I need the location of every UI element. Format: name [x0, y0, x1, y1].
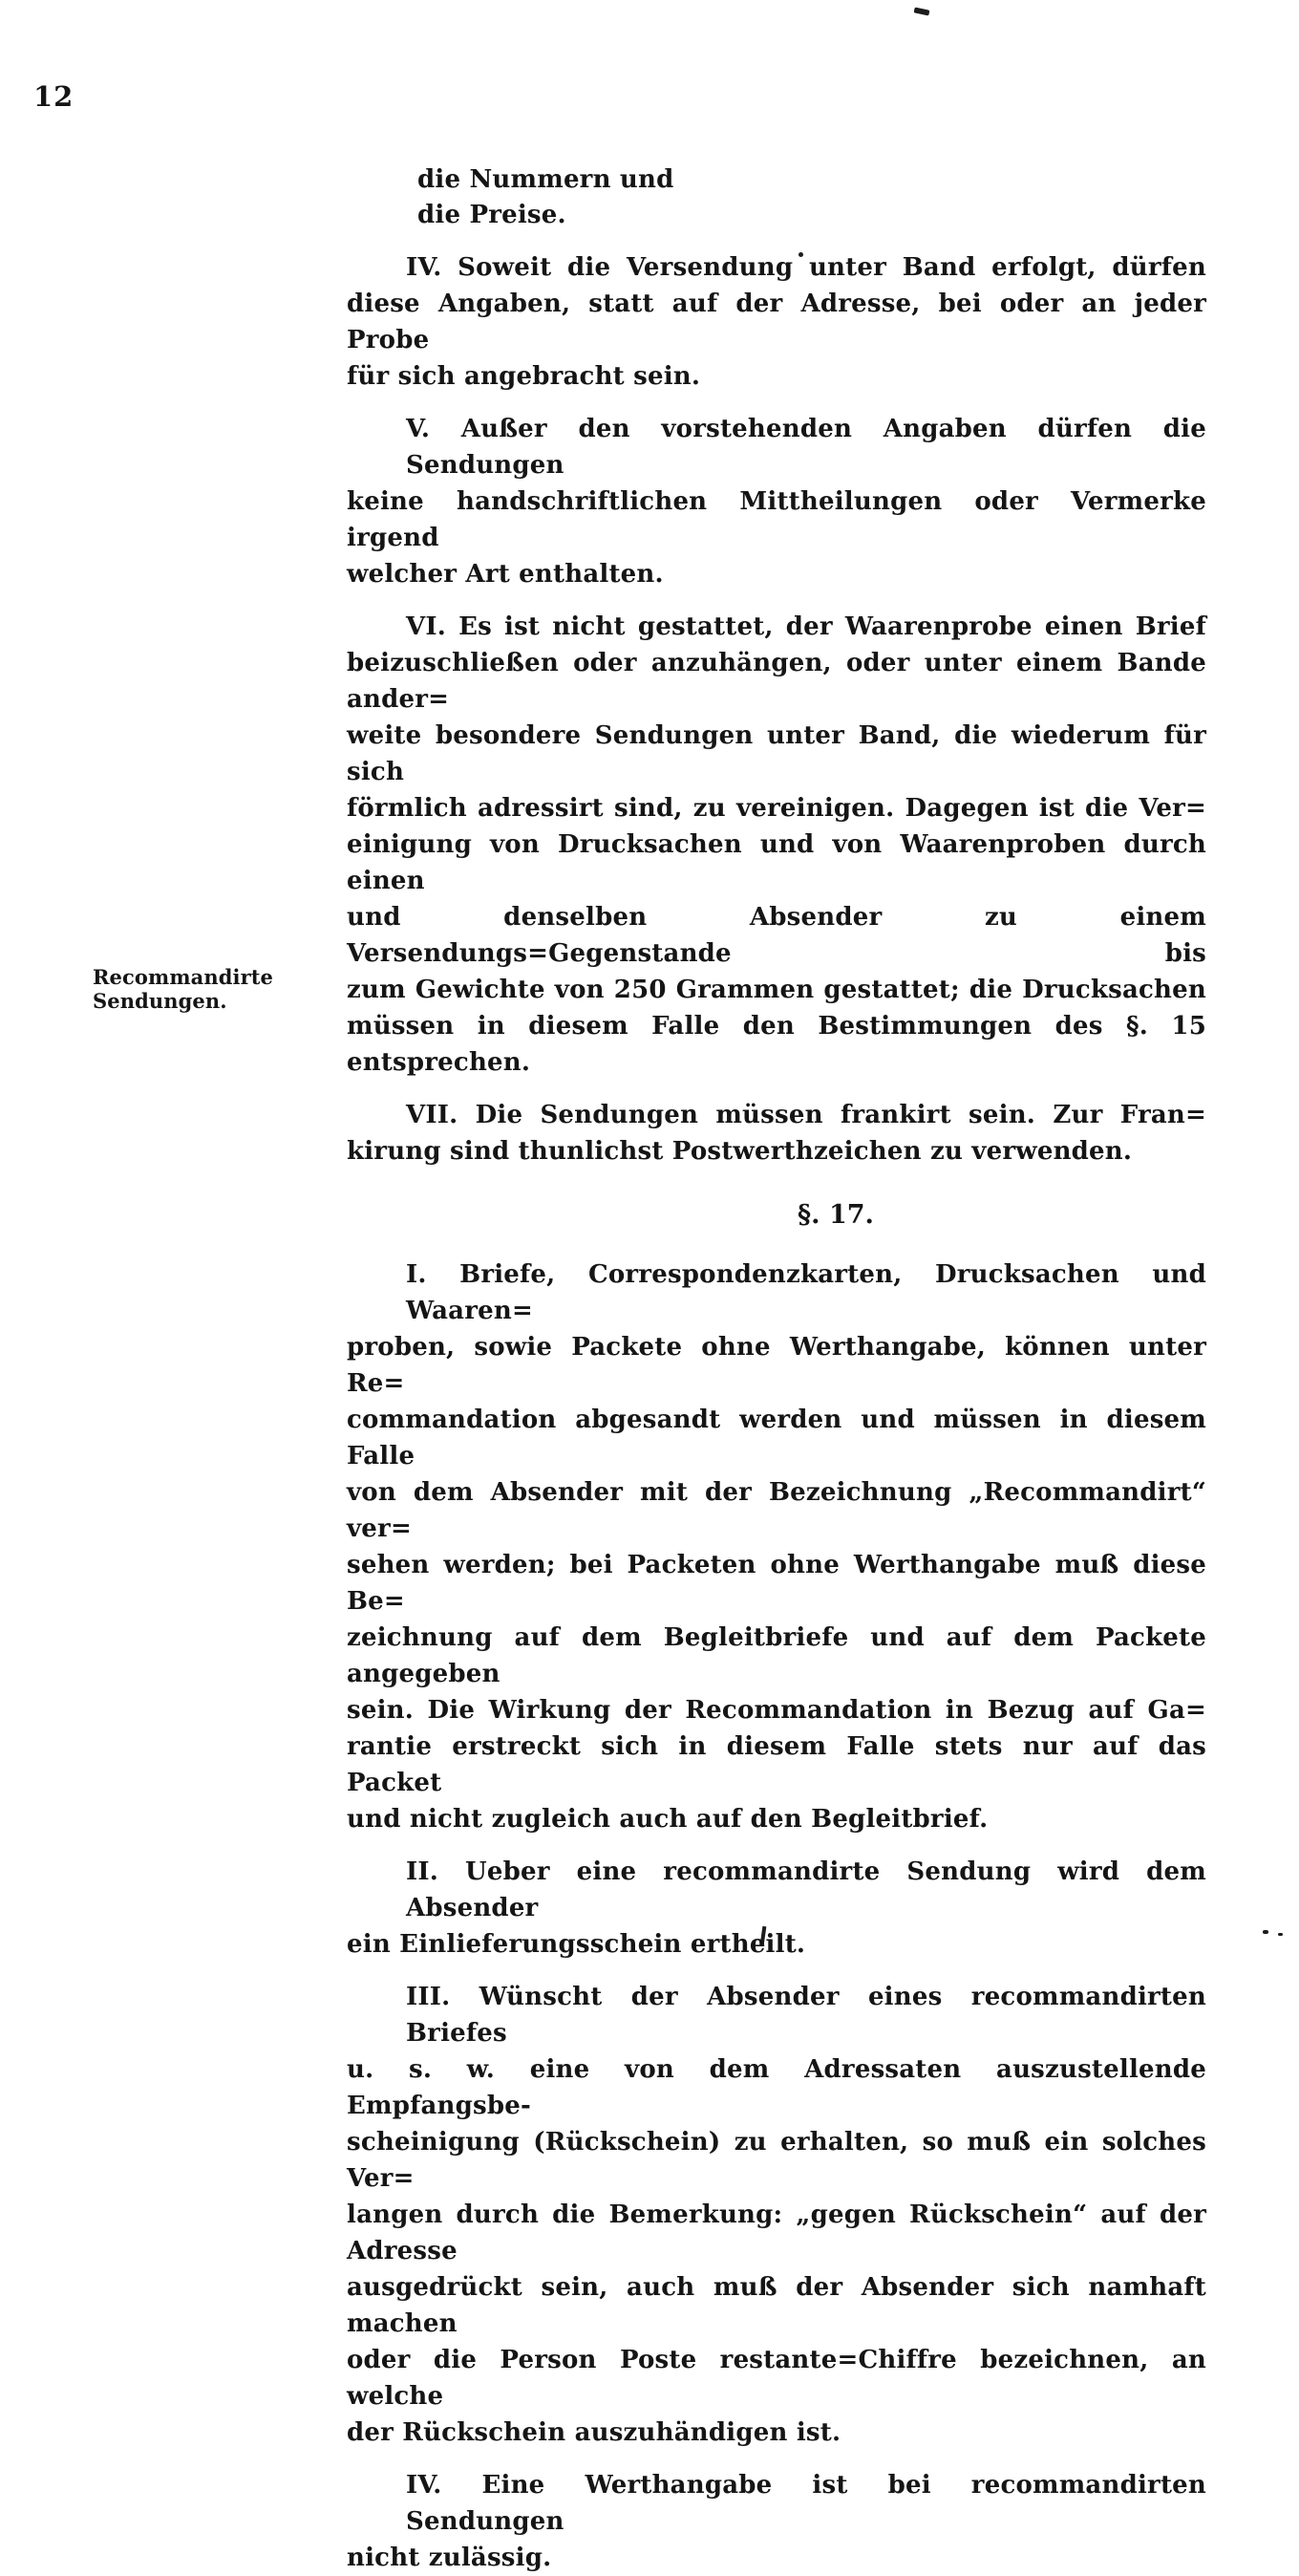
- text-line: kirung sind thunlichst Postwerthzeichen zu verwenden.: [347, 1137, 1133, 1166]
- paragraph-s16-v: [347, 411, 1206, 592]
- text-line: ein Einlieferungsschein ertheilt.: [347, 1930, 806, 1959]
- text-line: der Rückschein auszuhändigen ist.: [347, 2418, 841, 2447]
- text-line: IV. Soweit die Versendung unter Band erfolgt, dürfen: [406, 253, 1206, 282]
- text-line: die Nummern und: [417, 165, 674, 194]
- paragraph-s16-vi: [347, 609, 1206, 1081]
- text-line: sein. Die Wirkung der Recommandation in Bezug auf Ga=: [347, 1696, 1206, 1725]
- text-line: VI. Es ist nicht gestattet, der Waarenprobe einen Brief: [406, 612, 1206, 641]
- paragraph-s17-iii: [347, 1979, 1206, 2451]
- text-line: VII. Die Sendungen müssen frankirt sein. Zur Fran=: [406, 1101, 1206, 1129]
- text-line: commandation abgesandt werden und müssen in diesem Falle: [347, 1406, 1206, 1470]
- paragraph-s16-vii: [347, 1097, 1206, 1170]
- text-line: einigung von Drucksachen und von Waarenproben durch einen: [347, 830, 1206, 895]
- text-line: und nicht zugleich auch auf den Begleitbrief.: [347, 1805, 989, 1834]
- text-line: sehen werden; bei Packeten ohne Werthangabe muß diese Be=: [347, 1551, 1206, 1616]
- text-line: V. Außer den vorstehenden Angaben dürfen die Sendungen: [406, 415, 1206, 480]
- text-line: welcher Art enthalten.: [347, 560, 664, 589]
- text-line: die Preise.: [417, 201, 566, 229]
- text-line: diese Angaben, statt auf der Adresse, bei oder an jeder Probe: [347, 290, 1206, 354]
- text-line: III. Wünscht der Absender eines recommandirten Briefes: [406, 1983, 1206, 2048]
- text-line: weite besondere Sendungen unter Band, die wiederum für sich: [347, 721, 1206, 786]
- text-line: zeichnung auf dem Begleitbriefe und auf dem Packete angegeben: [347, 1623, 1206, 1688]
- paragraph-s16-iv: [347, 249, 1206, 395]
- text-line: I. Briefe, Correspondenzkarten, Drucksachen und Waaren=: [406, 1260, 1206, 1325]
- scan-artifact: [914, 7, 930, 15]
- text-line: förmlich adressirt sind, zu vereinigen. Dagegen ist die Ver=: [347, 794, 1206, 823]
- text-line: für sich angebracht sein.: [347, 362, 701, 391]
- text-line: müssen in diesem Falle den Bestimmungen des §. 15 entsprechen.: [347, 1012, 1206, 1077]
- text-line: und denselben Absender zu einem Versendungs=Gegenstande bis: [347, 903, 1206, 968]
- text-line: rantie erstreckt sich in diesem Falle stets nur auf das Packet: [347, 1732, 1206, 1797]
- text-line: ausgedrückt sein, auch muß der Absender sich namhaft machen: [347, 2273, 1206, 2338]
- text-line: oder die Person Poste restante=Chiffre bezeichnen, an welche: [347, 2346, 1206, 2411]
- page-number: 12: [33, 80, 75, 113]
- text-line: langen durch die Bemerkung: „gegen Rückschein“ auf der Adresse: [347, 2200, 1206, 2265]
- paragraph-s17-iv: [347, 2467, 1206, 2576]
- text-line: proben, sowie Packete ohne Werthangabe, können unter Re=: [347, 1333, 1206, 1398]
- hanging-list: [347, 162, 1206, 233]
- section-heading: §. 17.: [798, 1200, 874, 1230]
- paragraph-s17-ii: [347, 1854, 1206, 1963]
- paragraph-s17-i: [347, 1256, 1206, 1837]
- ink-speck: [1278, 1933, 1283, 1936]
- ink-speck: [1263, 1930, 1268, 1934]
- text-line: beizuschließen oder anzuhängen, oder unter einem Bande ander=: [347, 649, 1206, 714]
- text-column: [347, 162, 1206, 2576]
- text-line: IV. Eine Werthangabe ist bei recommandirten Sendungen: [406, 2471, 1206, 2536]
- text-line: II. Ueber eine recommandirte Sendung wird dem Absender: [406, 1857, 1206, 1922]
- text-line: von dem Absender mit der Bezeichnung „Recommandirt“ ver=: [347, 1478, 1206, 1543]
- text-line: scheinigung (Rückschein) zu erhalten, so muß ein solches Ver=: [347, 2128, 1206, 2193]
- text-line: keine handschriftlichen Mittheilungen oder Vermerke irgend: [347, 487, 1206, 552]
- text-line: zum Gewichte von 250 Grammen gestattet; die Drucksachen: [347, 976, 1206, 1004]
- text-line: nicht zulässig.: [347, 2544, 552, 2572]
- text-line: u. s. w. eine von dem Adressaten auszustellende Empfangsbe-: [347, 2055, 1206, 2120]
- margin-note: Recommandirte Sendungen.: [93, 965, 274, 1013]
